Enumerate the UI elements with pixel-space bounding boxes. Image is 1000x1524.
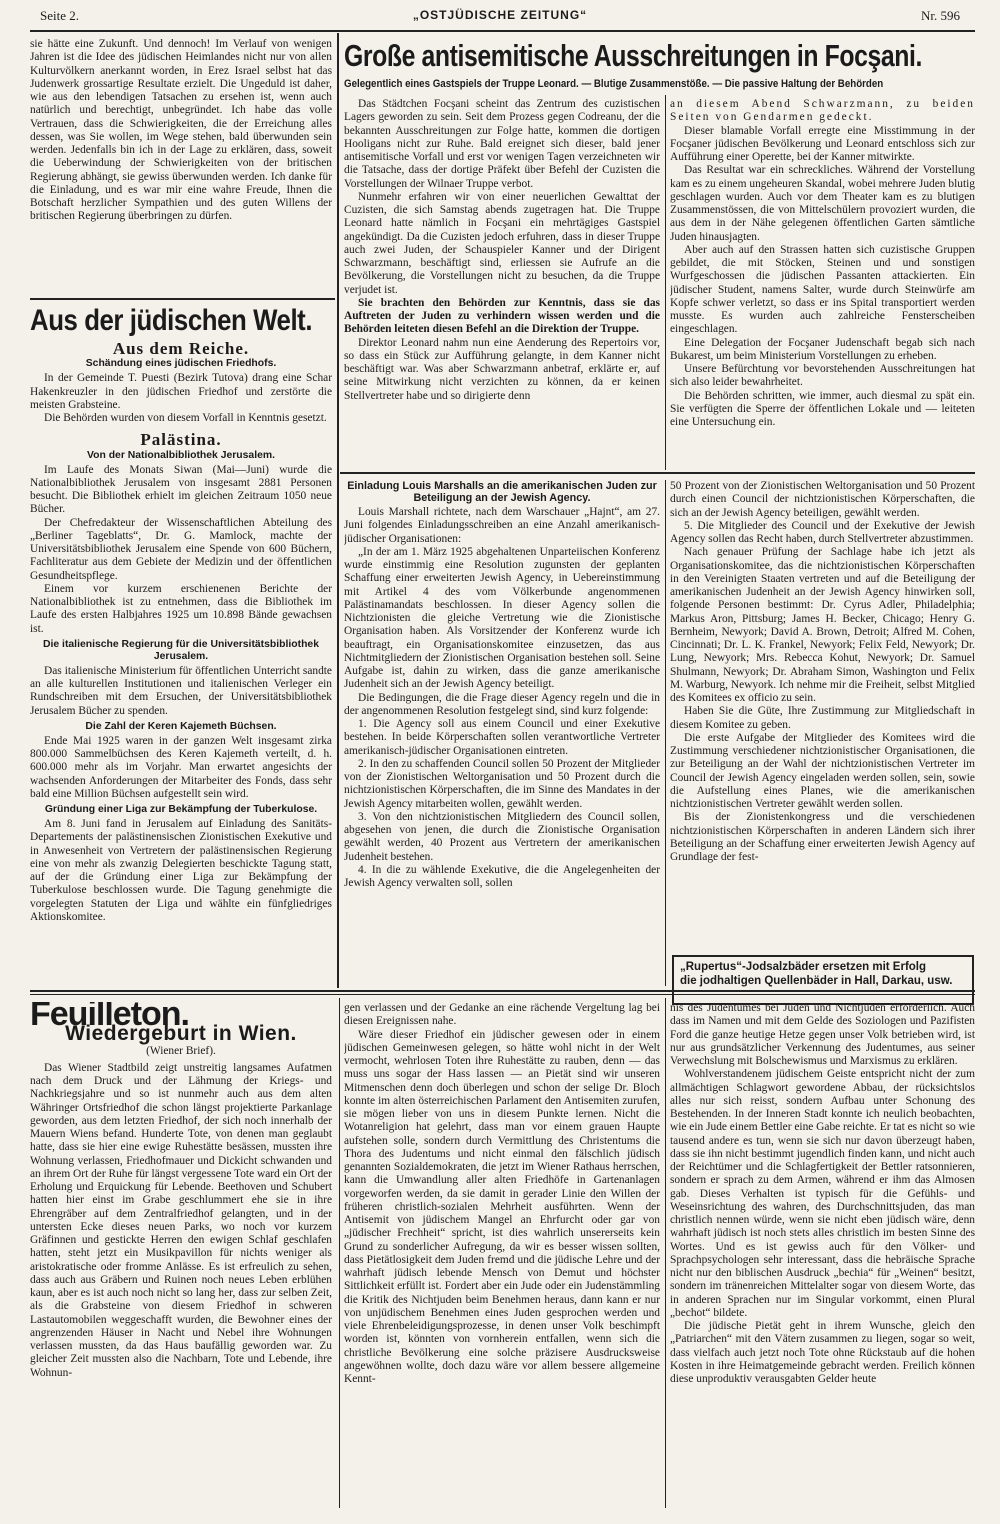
paragraph: Dieser blamable Vorfall erregte eine Misstimmung in der Focşaner jüdischen Bevölkerung und Leonard entschloss sich zur Aufführung einer Operette, bei der Kanner mitwirkte. [670, 124, 975, 163]
column-divider-top-middle [665, 95, 666, 470]
paragraph: 2. In den zu schaffenden Council sollen 50 Prozent der Mitglieder von der Zionistischen Weltorganisation und 50 Prozent durch die nichtzionistischen Körperschaften, die im Sinne des Mandates in der Jewish Agency mitarbeiten wollen, gewählt werden. [344, 757, 660, 810]
page-number-label: Seite 2. [40, 8, 79, 23]
heading-friedhof: Schändung eines jüdischen Friedhofs. [85, 358, 277, 370]
feuilleton-divider-1 [339, 998, 340, 1508]
paragraph: Die jüdische Pietät geht in ihrem Wunsche, gleich den „Patriarchen“ mit den Vätern zusammen zu liegen, sogar so weit, dass vielfach auch jetzt noch Tote ohne Rückstaub auf die hohen Kosten in ihre Heimatgemeinde gebracht werden. Freilich können diese unproduktiv verausgabten Gelder heute [670, 1320, 975, 1385]
paragraph: Die Bedingungen, die die Frage dieser Agency regeln und die in der angenommenen Resolution festgelegt sind, sind kurz folgende: [344, 691, 660, 717]
header-rule [30, 30, 975, 32]
paragraph: Eine Delegation der Focşaner Judenschaft begab sich nach Bukarest, um beim Ministerium Vorstellungen zu erheben. [670, 336, 975, 362]
issue-number: Nr. 596 [921, 8, 960, 23]
paragraph: In der Gemeinde T. Puesti (Bezirk Tutova) drang eine Schar Hakenkreuzler in den jüdischen Friedhof und zerstörte die meisten Grabsteine. [30, 372, 332, 411]
paragraph: Am 8. Juni fand in Jerusalem auf Einladung des Sanitäts-Departements der palästinensischen Zionistischen Exekutive und in Anwesenheit von Vertretern der palästinensischen Regierung eine von mehr als zwanzig Delegierten beschickte Tagung statt, auf der die Gründung einer Liga zur Bekämpfung der Tuberkulose beschlossen wurde. Die Tagung genehmigte die vorgelegten Statuten der Liga und wählte ein fünfgliedriges Aktionskomitee. [30, 818, 332, 923]
focsani-column-a [344, 98, 660, 470]
paragraph: Aber auch auf den Strassen hatten sich cuzistische Gruppen gebildet, die mit Stöcken, Steinen und und sonstigen Wurfgeschossen die jüdischen Passanten attackierten. Ein jüdischer Student, namens Salter, wurde durch Steinwürfe am Kopfe schwer verletzt, so dass er ins Spital transportiert werden musste. Es wurden auch zahlreiche Fensterscheiben eingeschlagen. [670, 243, 975, 336]
feuilleton-column-a [30, 1002, 332, 1508]
heading-tuberculosis: Gründung einer Liga zur Bekämpfung der Tuberkulose. [44, 804, 318, 815]
paragraph: 4. In die zu wählende Exekutive, die die Angelegenheiten der Jewish Agency verwalten soll, sollen [344, 863, 660, 889]
paragraph: Die Behörden wurden von diesem Vorfall in Kenntnis gesetzt. [44, 412, 327, 424]
paragraph: Im Laufe des Monats Siwan (Mai—Juni) wurde die Nationalbibliothek Jerusalem von insgesamt 2881 Personen besucht. Die Bibliothek erhielt im gleichen Zeitraum 1050 neue Bücher. [30, 463, 332, 516]
paragraph: Nach genauer Prüfung der Sachlage habe ich jetzt als Organisationskomitee, das die nichtzionistischen Körperschaften in den Vereinigten Staaten vertreten und auf die Beteiligung der amerikanischen Judenheit an der Jewish Agency hinwirken soll, folgende Personen bestimmt: Dr. Cyrus Adler, Philadelphia; Markus Aron, Pittsburg; James H. Becker, Chicago; Henry G. Bernheim, Newyork; David A. Brown, Detroit; Alfred M. Cohen, Cincinnati; Dr. L. K. Frankel, Newyork; Felix Feld, Newyork; Dr. Lung, Newyork; Mrs. Rebecca Kohut, Newyork; Dr. Samuel Shulmann, Newyork; Dr. Abraham Simon, Washington und Felix M. Warburg, Newyork. Ich nehme mir die Freiheit, selbst Mitglied des Komitees ex officio zu sein. [670, 546, 975, 704]
rule-after-focsani [340, 472, 975, 474]
paragraph: Die Behörden schritten, wie immer, auch diesmal zu spät ein. Sie verfügten die Sperre der öffentlichen Lokale und — leiteten eine Untersuchung ein. [670, 389, 975, 428]
page-header [30, 6, 970, 30]
section-title: Aus der jüdischen Welt. [30, 304, 313, 337]
heading-palestine: Palästina. [140, 430, 222, 450]
ad-line-2: die jodhaltigen Quellenbäder in Hall, Darkau, usw. [680, 975, 953, 987]
paragraph: Ende Mai 1925 waren in der ganzen Welt insgesamt zirka 800.000 Sammelbüchsen des Keren Kajemeth verteilt, d. h. 600.000 mehr als im Vorjahr. Man erwartet angesichts der wachsenden Anforderungen der Mitarbeiter des Fonds, dass sehr bald eine Million Büchsen aufgestellt sein wird. [30, 734, 332, 800]
feuilleton-title: Feuilleton. [30, 1002, 189, 1033]
paragraph: 50 Prozent von der Zionistischen Weltorganisation und 50 Prozent durch einen Council der nichtzionistischen Körperschaften, die sich an der Jewish Agency beteiligen, gewählt werden. [670, 480, 975, 519]
heading-italian-government: Die italienische Regierung für die Universitätsbibliothek Jerusalem. [43, 638, 319, 662]
paragraph: Unsere Befürchtung vor bevorstehenden Ausschreitungen hat sich also leider bewahrheitet. [670, 363, 975, 389]
focsani-column-b [670, 98, 975, 470]
paragraph: Wohlverstandenem jüdischem Geiste entspricht nicht der zum allmächtigen Schlagwort gewordene Abbau, der rücksichtslos alles nur sich reisst, sondern Aufbau unter Schonung des Bestehenden. In der Inneren Stadt konnte ich neulich beobachten, wie ein Jude einem Bettler eine Gabe reichte. Er tat es nicht so wie tausend andere es tun, wenn sie sich nur davon überzeugt haben, dass sie ihn nicht bestimmt jugendlich finden kann, und nicht auch der Reichtümer und die Schlagfertigkeit der Bettler ratsonnieren, sondern er sprach zu dem Armen, während er ihm das Almosen gab. Dieses Verhalten ist typisch für die Gefühls- und Weseinsrichtung des wahren, des Durchschnittsjuden, das man christlich nennen würde, wenn sie nicht eben jüdisch wäre, denn wahrhaft jüdisch ist noch stets alles christlich im besten Sinne des Wortes. Und es ist gewiss auch für den Völker- und Sprachpsychologen sehr interessant, dass die hebräische Sprache nicht nur den biblischen Ausdruck „bechia“ für „Weinen“ besitzt, sondern im tränenreichen Mittelalter sogar von diesem Worte, das in anderen Sprachen nur im Singular vorkommt, einen Plural „bechot“ bildete. [670, 1068, 975, 1319]
paragraph: Haben Sie die Güte, Ihre Zustimmung zur Mitgliedschaft in diesem Komitee zu geben. [670, 705, 975, 731]
paragraph: Die erste Aufgabe der Mitglieder des Komitees wird die Zustimmung verschiedener nichtzionistischer Organisationen, die zur Beteiligung an der Wahl der nichtzionistischen Vertreter im Council der Jewish Agency eingeladen werden sollen, sein, sowie die Aufstellung eines Planes, wie die amerikanischen nichtzionistischen Vertreter gewählt werden sollen. [670, 731, 975, 810]
paragraph: Der Chefredakteur der Wissenschaftlichen Abteilung des „Berliner Tageblatts“, Dr. G. Mamlock, machte der Universitätsbibliothek Jerusalem eine Spende von 600 Büchern, Fachliteratur aus dem Gebiete der Medizin und der öffentlichen Gesundheitspflege. [30, 516, 332, 582]
marshall-column-b [670, 480, 975, 950]
left-column-intro [30, 38, 332, 294]
paragraph: Einem vor kurzem erschienenen Berichte der Nationalbibliothek ist zu entnehmen, dass die Bibliothek im Laufe des ersten Halbjahres 1925 um 10.898 Bände gewachsen ist. [30, 582, 332, 635]
newspaper-name: „OSTJÜDISCHE ZEITUNG“ [412, 8, 588, 22]
focsani-subheadline: Gelegentlich eines Gastspiels der Truppe Leonard. — Blutige Zusammenstöße. — Die passive Haltung der Behörden [344, 78, 884, 90]
paragraph: gen verlassen und der Gedanke an eine rächende Vergeltung lag bei diesen Ereignissen nahe. [344, 1002, 660, 1028]
paragraph: Louis Marshall richtete, nach dem Warschauer „Hajnt“, am 27. Juni folgendes Einladungsschreiben an eine Anzahl amerikanisch-jüdischer Organisationen: [344, 506, 660, 545]
focsani-headline: Große antisemitische Ausschreitungen in Focşani. [344, 38, 922, 73]
column-divider-marshall [665, 480, 666, 986]
feuilleton-divider-2 [665, 998, 666, 1508]
paragraph: an diesem Abend Schwarzmann, zu beiden Seiten von Gendarmen gedeckt. [670, 98, 975, 124]
paragraph: Direktor Leonard nahm nun eine Aenderung des Repertoirs vor, so dass ein Stück zur Aufführung gelangte, in dem Kanner nicht beschäftigt war. Was aber Schwarzmann anbetraf, erklärte er, auf seine Mitwirkung nicht verzichten zu können, da er keinen Stellvertreter habe und so dirigierte denn [344, 336, 660, 402]
feuilleton-column-b [344, 1002, 660, 1508]
paragraph: Nunmehr erfahren wir von einer neuerlichen Gewalttat der Cuzisten, die sich Samstag abends zugetragen hat. Die Truppe Leonard hatte nämlich in Focşani ein mehrtägiges Gastspiel angekündigt. Da die Cuzisten jedoch erfuhren, dass in dieser Truppe auch zwei Juden, der Schauspieler Kanner und der Dirigent Schwarzmann, beschäftigt sind, erliessen sie Aufrufe an die Bevölkerung, die Vorstellungen nicht zu besuchen, da die Truppe verjudet ist. [344, 190, 660, 296]
paragraph: „In der am 1. März 1925 abgehaltenen Unparteiischen Konferenz wurde einstimmig eine Resolution zugunsten der geplanten Schaffung einer erweiterten Jewish Agency, in Uebereinstimmung mit Artikel 4 des vom Völkerbunde angenommenen Palästinamandats beschlossen. In dieser Agency sollen die Nichtzionisten die gleiche Vertretung wie die Zionistische Organisation haben. Als Vorsitzender der Konferenz wurde ich beauftragt, ein Organisationskomitee einzusetzen, das aus Nichtmitgliedern der Zionistischen Organisation bestehen soll. Seine Aufgabe ist, dahin zu wirken, dass die ganze amerikanische Judenheit sich an der Jewish Agency beteiligt. [344, 545, 660, 691]
advertisement-rupertus [672, 955, 974, 1005]
paragraph: Das Städtchen Focşani scheint das Zentrum des cuzistischen Lagers geworden zu sein. Seit dem Prozess gegen Codreanu, der die bekannten Ausschreitungen zur Folge hatte, kommen die dortigen Hooligans nicht zur Ruhe. Bald ereignet sich dieser, bald jener antisemitische Vorfall und erst vor wenigen Tagen verzeichneten wir die Tatsache, dass der dortige Präfekt über Befehl der Cuzisten die Vorstellungen der Wilnaer Truppe verbot. [344, 98, 660, 190]
paragraph: Das italienische Ministerium für öffentlichen Unterricht sandte an alle kulturellen Institutionen und italienischen Verleger ein Rundschreiben mit dem Ersuchen, der Universitätsbibliothek Jerusalem Bücher zu spenden. [30, 664, 332, 717]
paragraph: 1. Die Agency soll aus einem Council und einer Exekutive bestehen. In beide Körperschaften sollen verantwortliche Vertreter amerikanisch-jüdischer Organisationen eintreten. [344, 718, 660, 757]
ad-line-1: „Rupertus“-Jodsalzbäder ersetzen mit Erfolg [680, 961, 927, 973]
paragraph: nis des Judentumes bei Juden und Nichtjuden erforderlich. Auch dass im Namen und mit dem Gelde des Soziologen und Pazifisten Ford die ganze heutige Hetze gegen unser Volk betrieben wird, ist nur aus grundsätzlicher Verkennung des Judentumes, aus seiner Verwechslung mit Bolschewismus und Marxismus zu erklären. [670, 1002, 975, 1067]
paragraph: Das Resultat war ein schreckliches. Während der Vorstellung kam es zu einem ungeheuren Skandal, wobei mehrere Juden blutig geschlagen wurden. Auch vor dem Theater kam es zu blutigen Zusammenstössen, die von Mittelschülern provoziert wurden, die aus dem in der Nähe gelegenen öffentlichen Garten sämtliche Juden hinausjagten. [670, 164, 975, 243]
paragraph: 3. Von den nichtzionistischen Mitgliedern des Council sollen, abgesehen von jenen, die durch die Zionistische Organisation gewählt werden, 40 Prozent aus Vertretern der amerikanischen Judenheit bestehen. [344, 810, 660, 863]
intro-paragraph: sie hätte eine Zukunft. Und dennoch! Im Verlauf von wenigen Jahren ist die Idee des jüdischen Heimlandes nicht nur von allen Kulturvölkern anerkannt worden, in Erez Israel selbst hat das Judenwerk grossartige Resultate erzielt. Die Ungeduld ist daher, wie aus den lebendigen Tatsachen zu ersehen ist, wenn auch natürlich und berechtigt, unbegründet. Ich habe das volle Vertrauen, dass die Schwierigkeiten, die der Erreichung alles dessen, was Sie wollen, im Wege stehen, bald überwunden sein werden. Jedenfalls bin ich in der Lage zu erklären, dass, soweit die Ueberwindung der Schwierigkeiten von der britischen Regierung abhängt, sie gewiss überwunden werden. Ich danke für die Einladung, und es war mir eine wahre Freude, Ihnen die Botschaft herzlicher Sympathien und des guten Willens der britischen Regierung überbringen zu dürfen. [30, 38, 332, 223]
feuilleton-subtitle: Wiedergeburt in Wien. [65, 1022, 297, 1046]
paragraph: Sie brachten den Behörden zur Kenntnis, dass sie das Auftreten der Juden zu verhindern wissen werden und die Behörden leiteten diesen Befehl an die Direktion der Truppe. [344, 296, 660, 336]
paragraph: Bis der Zionistenkongress und die verschiedenen nichtzionistischen Körperschaften in anderen Ländern sich ihrer Beteiligung an der Schaffung einer erweiterten Jewish Agency auf Grundlage der fest- [670, 811, 975, 863]
paragraph: Das Wiener Stadtbild zeigt unstreitig langsames Aufatmen nach dem Druck und der Lähmung der Kriegs- und Nachkriegsjahre und so ist nunmehr auch aus dem alten Währinger Ortsfriedhof die schon längst projektierte Parkanlage geworden, aus dem letzten Friedhof, der sich noch innerhalb der Mauern Wiens befand. Hunderte Tote, von denen man geglaubt hatte, dass sie hier eine ewige Ruhestätte besässen, mussten ihre Wohnung verlassen, Friedhofmauer und Dickicht schwanden und an ihrem Ort der Ruhe für längst vergessene Tote ward ein Ort der Erholung und Erquickung für Lebende. Beethoven und Schubert hatten hier einst im Grabe geschlummert ehe sie in ihre Ehrengräber auf dem Zentralfriedhof gelangten, und in der untersten Ecke dieses neuen Parks, wo noch vor kurzem Gräfinnen und gestickte Herren den ewigen Schlaf geschlafen hatten, steht jetzt ein Musikpavillon für nichts weniger als aristokratische oder fromme Anlässe. Es ist erfreulich zu sehen, dass auch aus Gräbern und Ruinen noch neues Leben erblühen kaun, aber es ist auch noch nicht so lang her, dass zur selben Zeit, als die Grabsteine von diesem Friedhof in schweren Lastautomobilen weggeschafft wurden, die Bewohner eines der angrenzenden Häuser in Nacht und Nebel ihre Wohnungen verlassen mussten, da das Haus baufällig geworden war. Zu gleicher Zeit mussten also die Nachbarn, Tote und Lebende, ihre Wohnun- [30, 1061, 332, 1379]
heading-nationalbibliothek: Von der Nationalbibliothek Jerusalem. [86, 449, 276, 461]
section-subtitle: Aus dem Reiche. [112, 339, 250, 358]
rule-before-section [30, 298, 335, 300]
marshall-column-a [344, 480, 660, 988]
column-divider-left [337, 33, 339, 988]
paragraph: Wäre dieser Friedhof ein jüdischer gewesen oder in einem jüdischen Gemeinwesen gelegen, so hätte wohl nicht in der Welt vermocht, wehrlosen Toten ihre Ruhestätte zu rauben, denn — das muss uns sogar der Hass lassen — an Pietät sind wir unseren Mitmenschen denn doch überlegen und schon der selige Dr. Bloch konnte im alten österreichischen Parlament den Antisemiten zurufen, sie mögen lieber von uns in diesem Punkte lernen. Nicht die Wotanreligion hat gelehrt, dass man vor einem grauen Haupte aufstehen solle, sondern durch Vermittlung des Christentums die Thora des Judentums und nicht einmal den fälschlich jüdisch genannten Sozialdemokraten, die jetzt im Wiener Rathaus herrschen, kann die Umwandlung aller alten Friedhöfe in Gartenanlagen vorgeworfen werden, da sie damit in gerader Linie den Willen der früheren christlich-sozialen Mehrheit ausführten. Wenn der Antisemit von jüdischem Mangel an Ehrfurcht oder gar von „jüdischer Frechheit“ spricht, ist dies wahrlich unsererseits kein Grund zu sonderlicher Aufregung, da wir es besser wissen sollten, dass Pietätlosigkeit dem Juden fremd und die jüdische Lehre und der wahrhaft jüdisch lebende Mensch von Demut und höchster Sittlichkeit erfüllt ist. Fordert aber ein Jude oder ein Judenstämmling die Kritik des Nichtjuden beim Benehmen heraus, dann kann er nur von unjüdischem Benehmen eines Juden gesprochen werden und viele Ehrenbeleidigungsprozesse, in denen unser Volk beschimpft worden ist, könnten von vornherein entfallen, wenn sich die christliche Bevölkerung eine solche präzisere Ausdrucksweise angewöhnen wollte, doch dazu wäre vor allem bessere allgemeine Kennt- [344, 1028, 660, 1385]
feuilleton-column-c [670, 1002, 975, 1508]
feuilleton-note: (Wiener Brief). [146, 1044, 216, 1057]
paragraph: 5. Die Mitglieder des Council und der Exekutive der Jewish Agency sollen das Recht haben, durch Stellvertreter abzustimmen. [670, 519, 975, 545]
heading-keren-kajemeth: Die Zahl der Keren Kajemeth Büchsen. [85, 720, 277, 732]
marshall-headline: Einladung Louis Marshalls an die amerikanischen Juden zur Beteiligung an der Jewish Agency. [347, 480, 657, 504]
left-column-news [30, 304, 332, 988]
